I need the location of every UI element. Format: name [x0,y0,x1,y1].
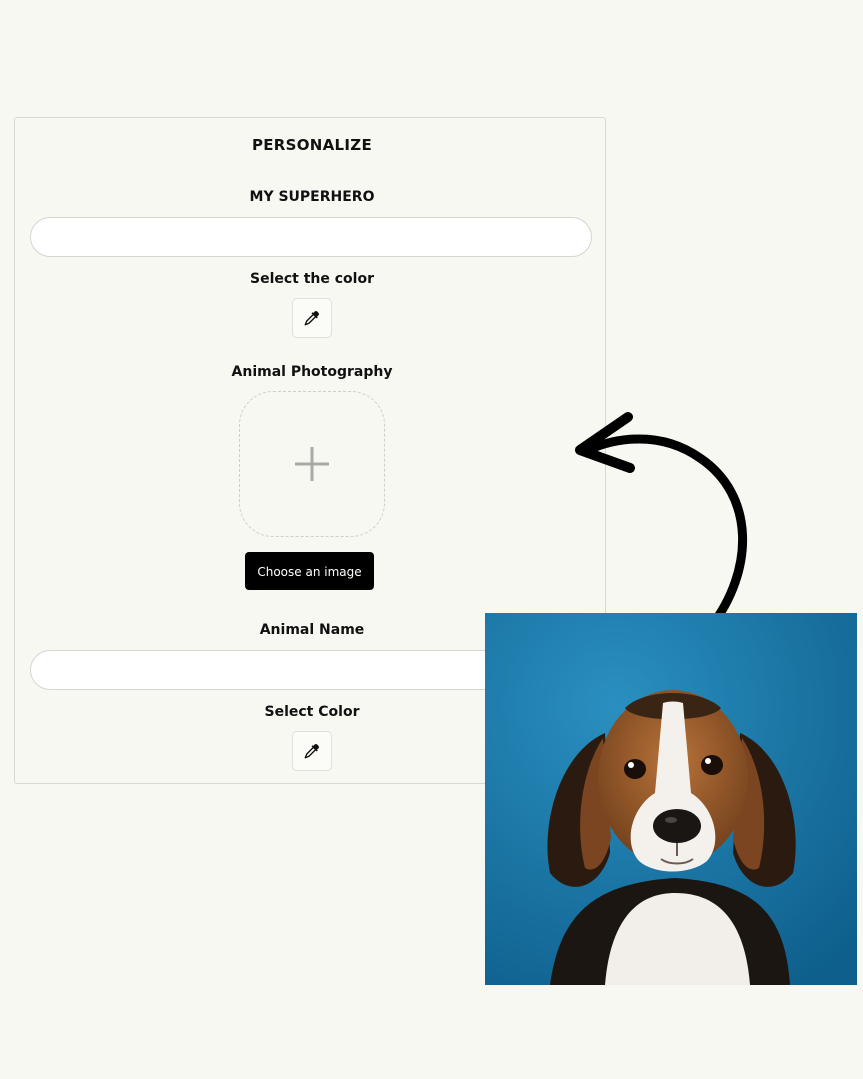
curved-arrow-icon [560,400,760,640]
color-label-1: Select the color [249,271,374,287]
image-upload-dropzone[interactable] [239,391,385,537]
color-picker-button-2[interactable] [292,731,332,771]
puppy-photo [485,613,857,985]
eyedropper-icon [303,309,321,327]
choose-image-button[interactable]: Choose an image [245,552,374,590]
eyedropper-icon [303,742,321,760]
animal-name-label: Animal Name [259,622,365,638]
plus-icon [293,445,331,483]
color-label-2: Select Color [264,704,360,720]
photo-label: Animal Photography [231,364,393,380]
superhero-input[interactable] [30,217,592,257]
superhero-label: MY SUPERHERO [249,189,375,205]
color-picker-button-1[interactable] [292,298,332,338]
panel-heading: PERSONALIZE [251,136,373,154]
